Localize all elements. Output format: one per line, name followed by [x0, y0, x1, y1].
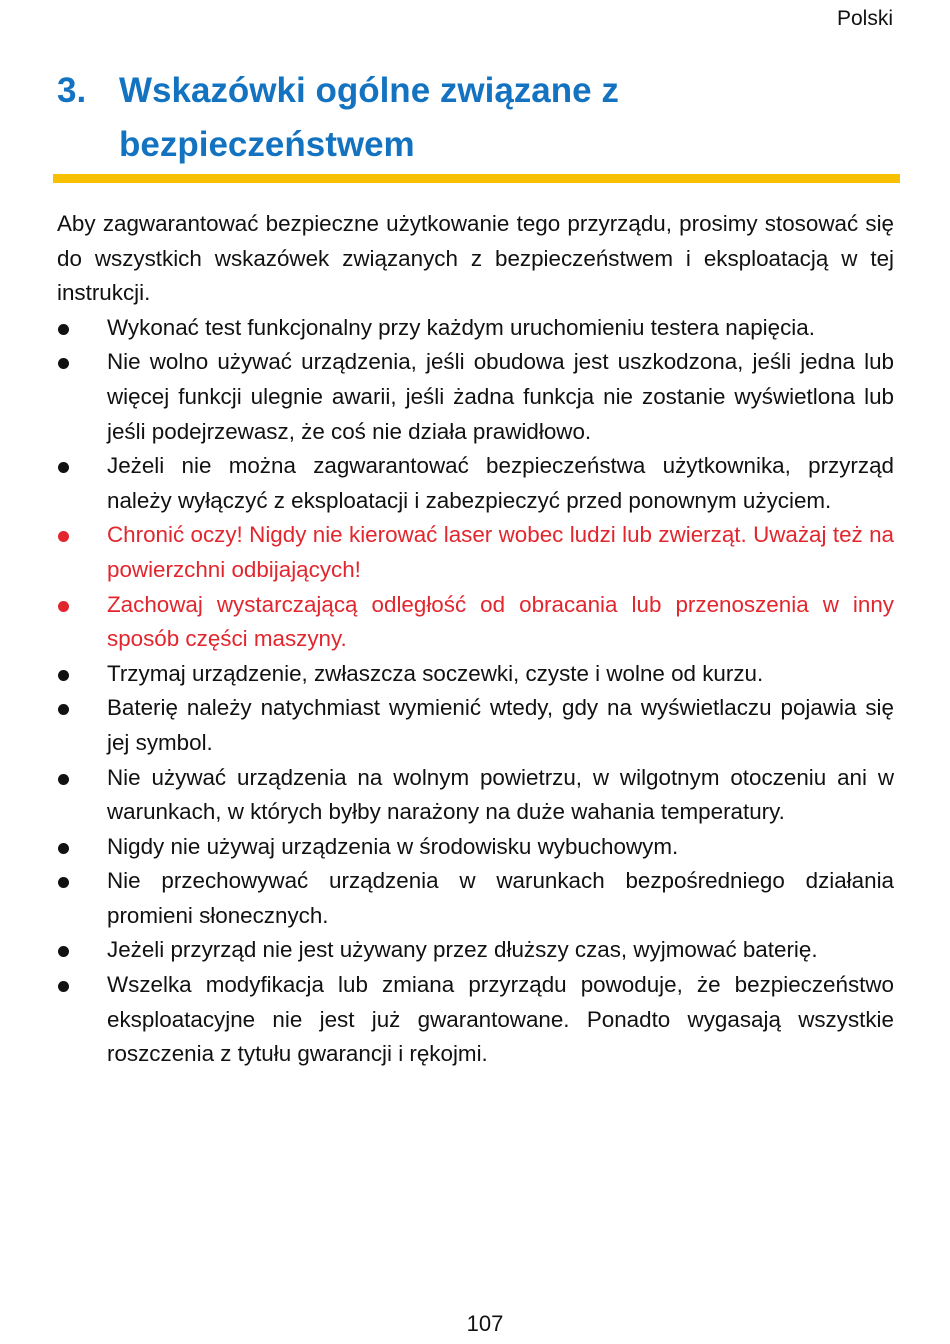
list-item-text: Nigdy nie używaj urządzenia w środowisku wybuchowym. [107, 833, 679, 859]
safety-list [57, 311, 894, 1072]
list-item-text: Baterię należy natychmiast wymienić wtedy, gdy na wyświetlaczu pojawia się jej symbol. [107, 695, 894, 755]
bullet-icon [58, 981, 69, 992]
section-number: 3. [57, 71, 87, 110]
bullet-icon [58, 704, 69, 715]
list-item [57, 657, 894, 692]
list-item-text: Nie używać urządzenia na wolnym powietrzu, w wilgotnym otoczeniu ani w warunkach, w których byłby narażony na duże wahania temperatury. [107, 764, 894, 825]
list-item-text: Jeżeli nie można zagwarantować bezpieczeństwa użytkownika, przyrząd należy wyłączyć z eksploatacji i zabezpieczyć przed ponownym użyciem. [107, 453, 894, 513]
list-item-text: Trzymaj urządzenie, zwłaszcza soczewki, czyste i wolne od kurzu. [107, 660, 764, 686]
warning-list-item [57, 588, 894, 657]
list-item [57, 864, 894, 933]
list-item-text: Wykonać test funkcjonalny przy każdym uruchomieniu testera napięcia. [107, 314, 815, 340]
list-item [57, 311, 894, 346]
heading-divider [53, 174, 900, 183]
list-item [57, 830, 894, 865]
section-title-line-2: bezpieczeństwem [119, 125, 415, 164]
bullet-icon [58, 670, 69, 681]
list-item-text: Chronić oczy! Nigdy nie kierować laser wobec ludzi lub zwierząt. Uważaj też na powierzchni odbijających! [107, 522, 894, 582]
section-heading [57, 64, 897, 172]
warning-list-item [57, 518, 894, 587]
page-number: 107 [466, 1311, 504, 1336]
bullet-icon [58, 462, 69, 473]
list-item-text: Jeżeli przyrząd nie jest używany przez dłuższy czas, wyjmować baterię. [107, 937, 818, 963]
list-item [57, 933, 894, 968]
language-label: Polski [836, 7, 893, 30]
bullet-icon [58, 877, 69, 888]
list-item-text: Nie wolno używać urządzenia, jeśli obudowa jest uszkodzona, jeśli jedna lub więcej funkcji ulegnie awarii, jeśli żadna funkcja nie zostanie wyświetlona lub jeśli podejrzewasz, że coś nie działa prawidłowo. [107, 349, 894, 444]
list-item [57, 449, 894, 518]
list-item-text: Wszelka modyfikacja lub zmiana przyrządu powoduje, że bezpieczeństwo eksploatacyjne nie jest już gwarantowane. Ponadto wygasają wszystkie roszczenia z tytułu gwarancji i rękojmi. [107, 972, 894, 1067]
section-title-line-1: Wskazówki ogólne związane z [119, 71, 619, 110]
list-item [57, 345, 894, 449]
list-item [57, 968, 894, 1072]
bullet-icon [58, 324, 69, 335]
list-item-text: Nie przechowywać urządzenia w warunkach bezpośredniego działania promieni słonecznych. [107, 868, 894, 928]
bullet-icon [58, 843, 69, 854]
bullet-icon [58, 774, 69, 785]
list-item [57, 691, 894, 760]
bullet-icon [58, 946, 69, 957]
bullet-icon [58, 358, 69, 369]
bullet-icon [58, 601, 69, 612]
list-item-text: Zachowaj wystarczającą odległość od obracania lub przenoszenia w inny sposób części maszyny. [107, 591, 894, 652]
safety-content [57, 207, 894, 1072]
intro-paragraph: Aby zagwarantować bezpieczne użytkowanie tego przyrządu, prosimy stosować się do wszystkich wskazówek związanych z bezpieczeństwem i eksploatacją w tej instrukcji. [57, 211, 894, 306]
bullet-icon [58, 531, 69, 542]
list-item [57, 761, 894, 830]
